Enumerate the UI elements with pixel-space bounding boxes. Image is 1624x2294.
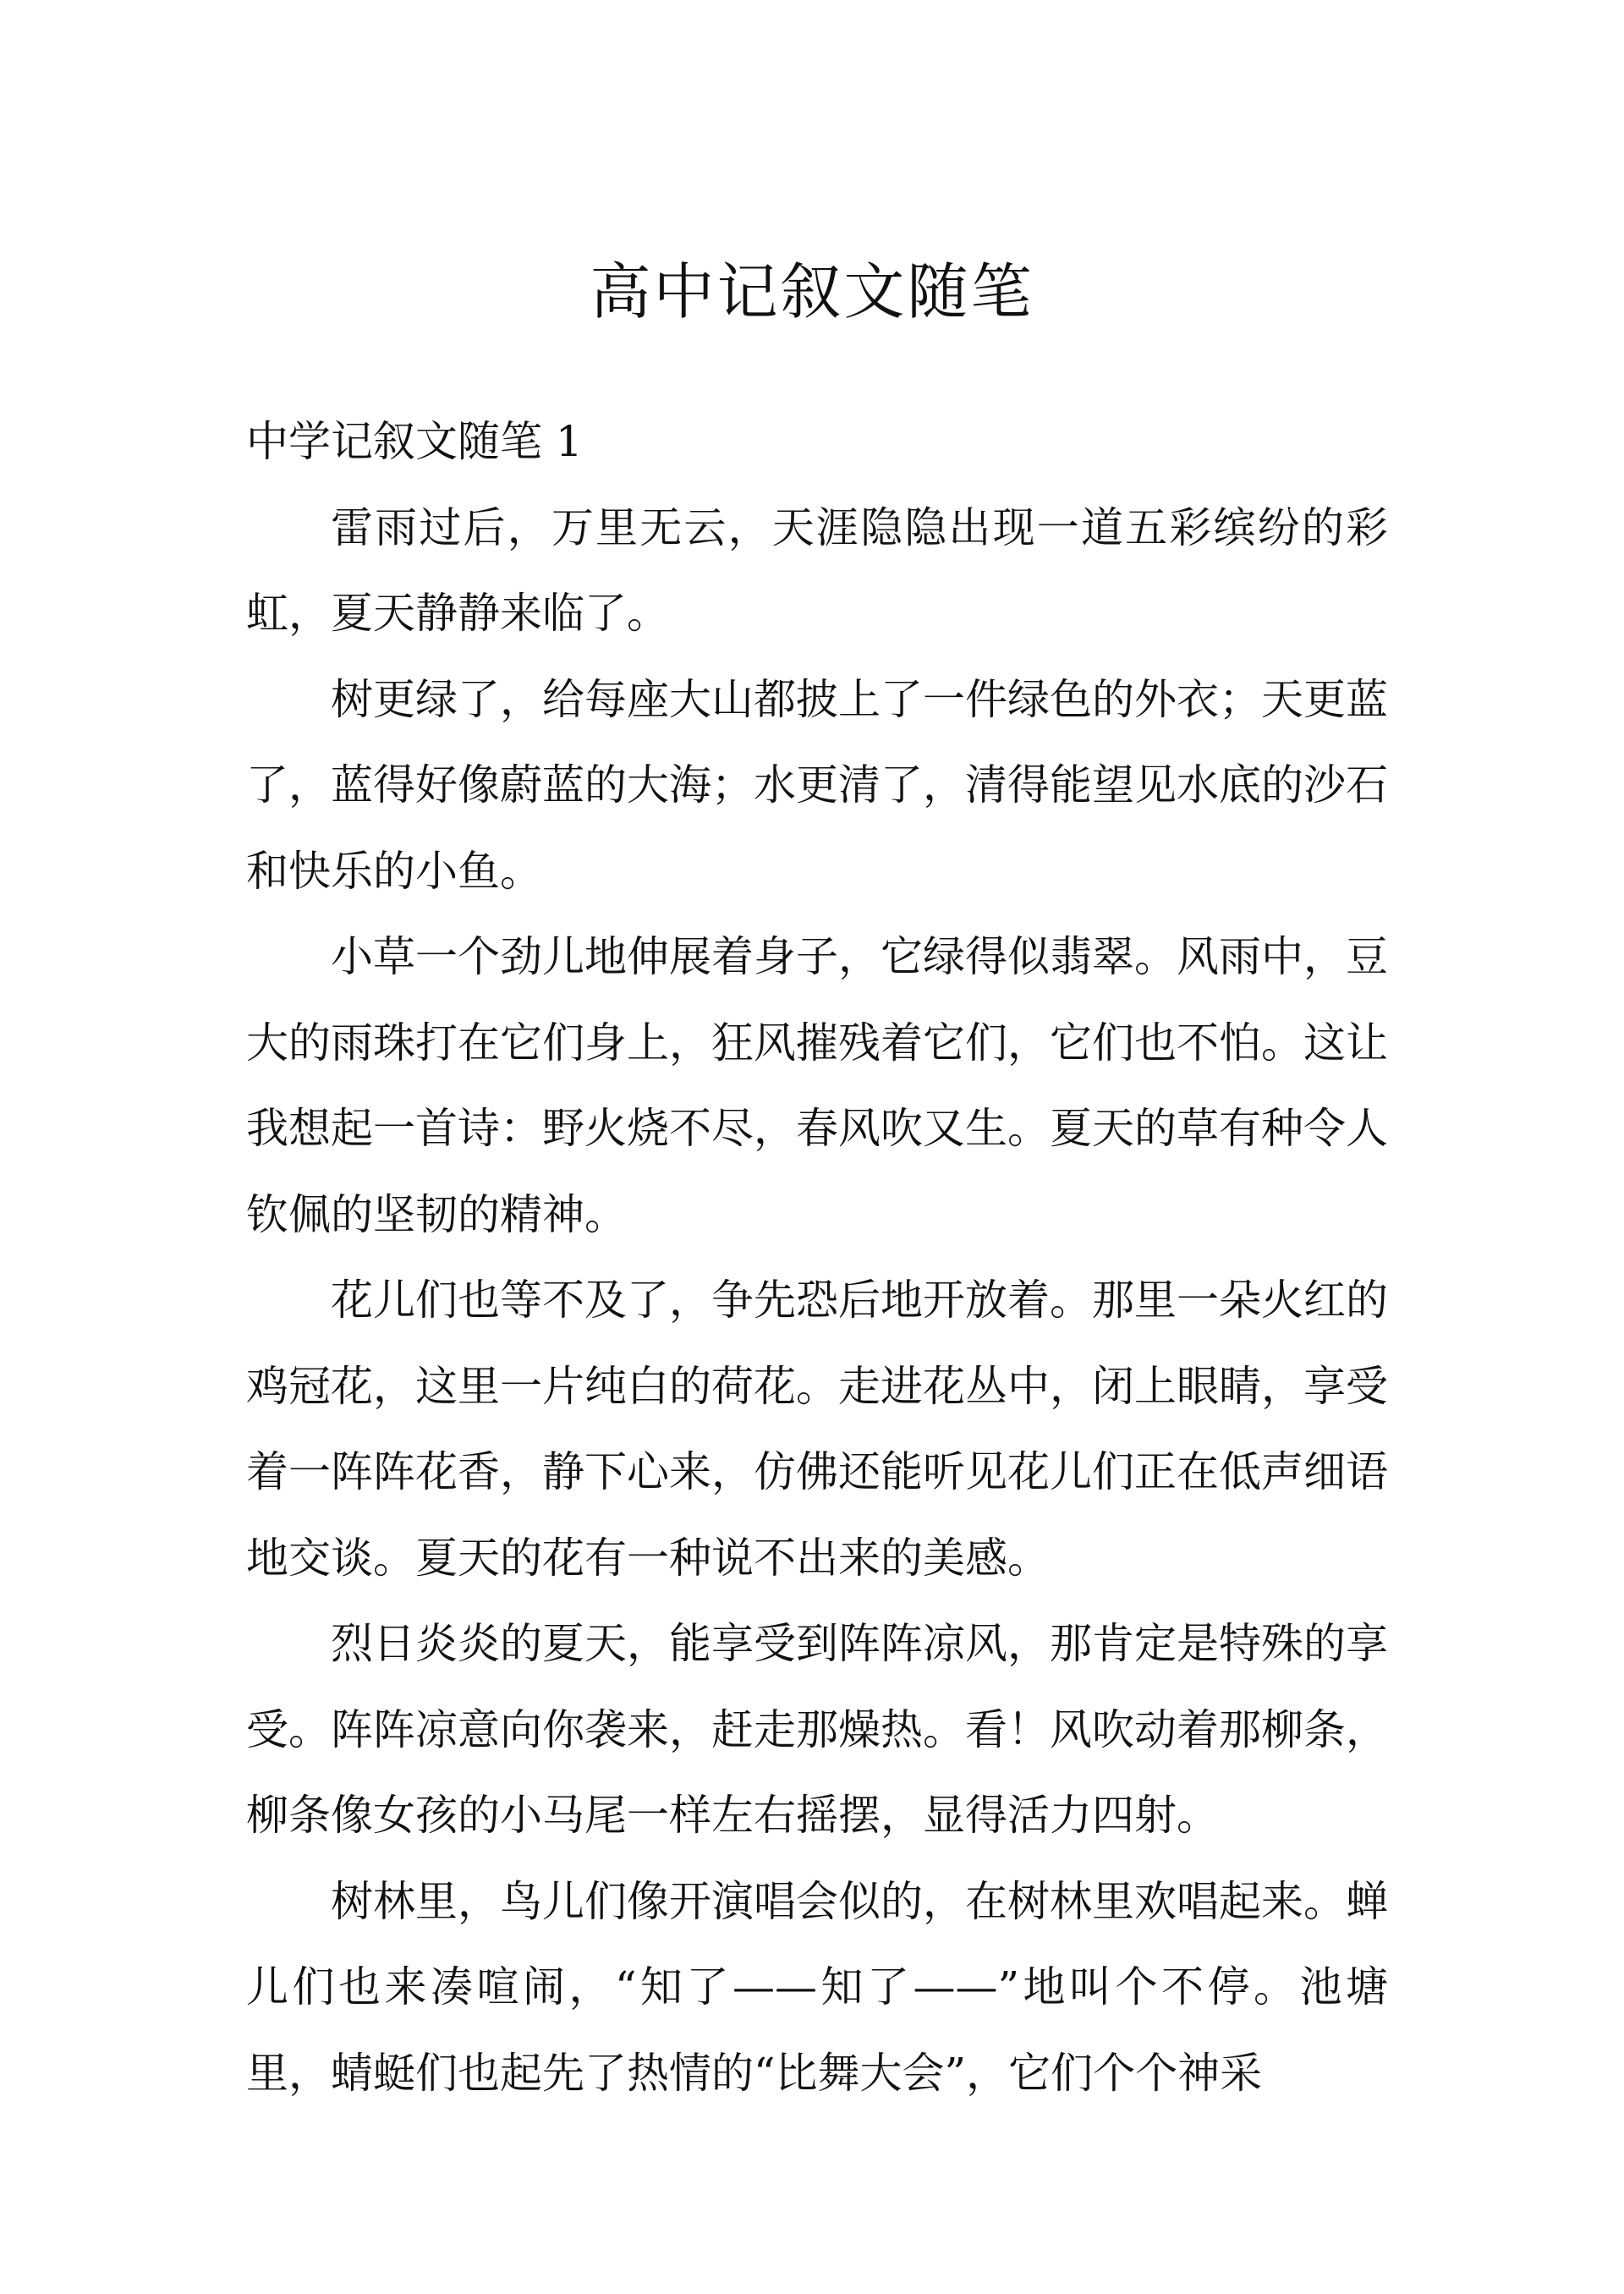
paragraph-1: 雷雨过后，万里无云，天涯隐隐出现一道五彩缤纷的彩虹，夏天静静来临了。 [246,502,1388,638]
paragraph-3: 小草一个劲儿地伸展着身子，它绿得似翡翠。风雨中，豆大的雨珠打在它们身上，狂风摧残着它们，它们也不怕。这让我想起一首诗：野火烧不尽，春风吹又生。夏天的草有种令人钦佩的坚韧的精神。 [246,932,1388,1239]
paragraph-2: 树更绿了，给每座大山都披上了一件绿色的外衣；天更蓝了，蓝得好像蔚蓝的大海；水更清了，清得能望见水底的沙石和快乐的小鱼。 [246,674,1388,896]
paragraph-6: 树林里，鸟儿们像开演唱会似的，在树林里欢唱起来。蝉儿们也来凑喧闹，“知了——知了——”地叫个不停。池塘里，蜻蜓们也起先了热情的“比舞大会”，它们个个神采 [246,1876,1388,2098]
document-body [246,399,1388,2116]
section-heading: 中学记叙文随笔 1 [246,417,583,466]
paragraph-5: 烈日炎炎的夏天，能享受到阵阵凉风，那肯定是特殊的享受。阵阵凉意向你袭来，赶走那燥热。看！风吹动着那柳条，柳条像女孩的小马尾一样左右摇摆，显得活力四射。 [246,1619,1388,1840]
document-title: 高中记叙文随笔 [590,256,1034,327]
paragraph-4: 花儿们也等不及了，争先恐后地开放着。那里一朵火红的鸡冠花，这里一片纯白的荷花。走进花丛中，闭上眼睛，享受着一阵阵花香，静下心来，仿佛还能听见花儿们正在低声细语地交谈。夏天的花有一种说不出来的美感。 [246,1276,1388,1583]
